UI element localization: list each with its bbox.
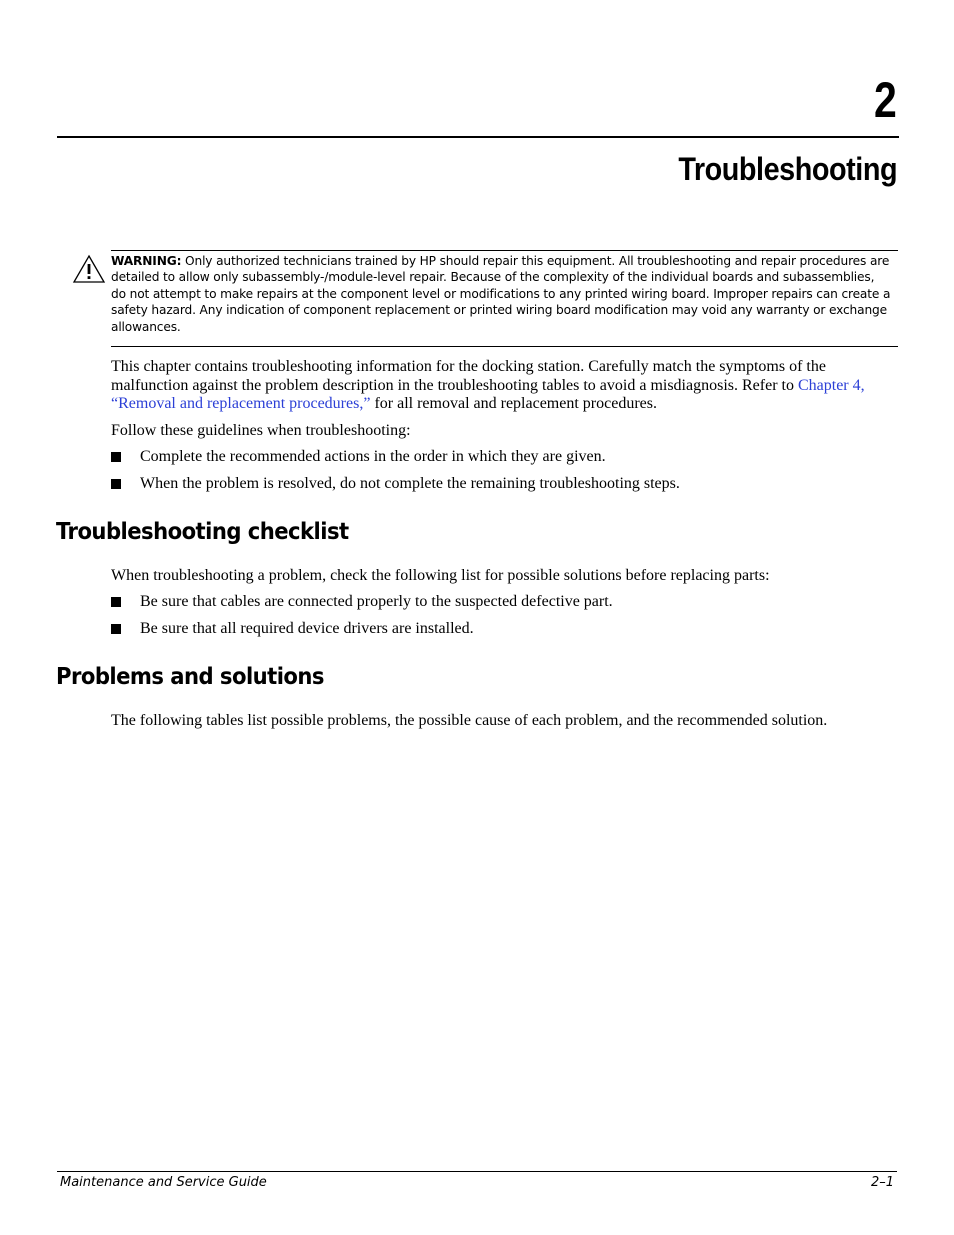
chapter-number: 2 xyxy=(874,72,897,128)
footer-divider xyxy=(57,1171,897,1172)
bullet-square-icon xyxy=(111,479,121,489)
problems-paragraph: The following tables list possible problems, the possible cause of each problem, and the recommended solution. xyxy=(111,712,828,729)
bullet-square-icon xyxy=(111,597,121,607)
footer-page-number: 2–1 xyxy=(870,1175,894,1190)
checklist-lead: When troubleshooting a problem, check the following list for possible solutions before replacing parts: xyxy=(111,567,770,584)
warning-label: WARNING: xyxy=(111,254,182,268)
warning-body: Only authorized technicians trained by HP should repair this equipment. All troubleshooting and repair procedures are detailed to allow only subassembly-/module-level repair. Because of the complexity of the individual boards and subassemblies, do not attempt to make repairs at the component level or modifications to any printed wiring board. Improper repairs can create a safety hazard. Any indication of component replacement or printed wiring board modification may void any warranty or exchange allowances. xyxy=(111,254,891,334)
intro-text-end: for all removal and replacement procedures. xyxy=(370,395,657,413)
list-item-text: When the problem is resolved, do not complete the remaining troubleshooting steps. xyxy=(140,475,680,492)
warning-message xyxy=(111,253,891,335)
list-item-text: Be sure that cables are connected properly to the suspected defective part. xyxy=(140,593,613,610)
footer-guide-title: Maintenance and Service Guide xyxy=(60,1175,267,1190)
warning-top-rule xyxy=(111,250,898,251)
intro-paragraph xyxy=(111,358,891,414)
bullet-square-icon xyxy=(111,452,121,462)
list-item-text: Complete the recommended actions in the order in which they are given. xyxy=(140,448,606,465)
section-heading-problems: Problems and solutions xyxy=(56,664,324,690)
section-heading-checklist: Troubleshooting checklist xyxy=(56,519,349,545)
list-item-text: Be sure that all required device drivers are installed. xyxy=(140,620,474,637)
guidelines-lead: Follow these guidelines when troubleshooting: xyxy=(111,422,411,439)
warning-bottom-rule xyxy=(111,346,898,347)
warning-triangle-icon xyxy=(72,254,106,284)
chapter-divider xyxy=(57,136,899,138)
chapter-4-link[interactable]: Chapter 4, “Removal and replacement procedures,” xyxy=(111,376,865,413)
intro-text: This chapter contains troubleshooting information for the docking station. Carefully match the symptoms of the malfunction against the problem description in the troubleshooting tables to avoid a misdiagnosis. Refer to xyxy=(111,358,826,394)
chapter-title: Troubleshooting xyxy=(678,151,897,187)
bullet-square-icon xyxy=(111,624,121,634)
